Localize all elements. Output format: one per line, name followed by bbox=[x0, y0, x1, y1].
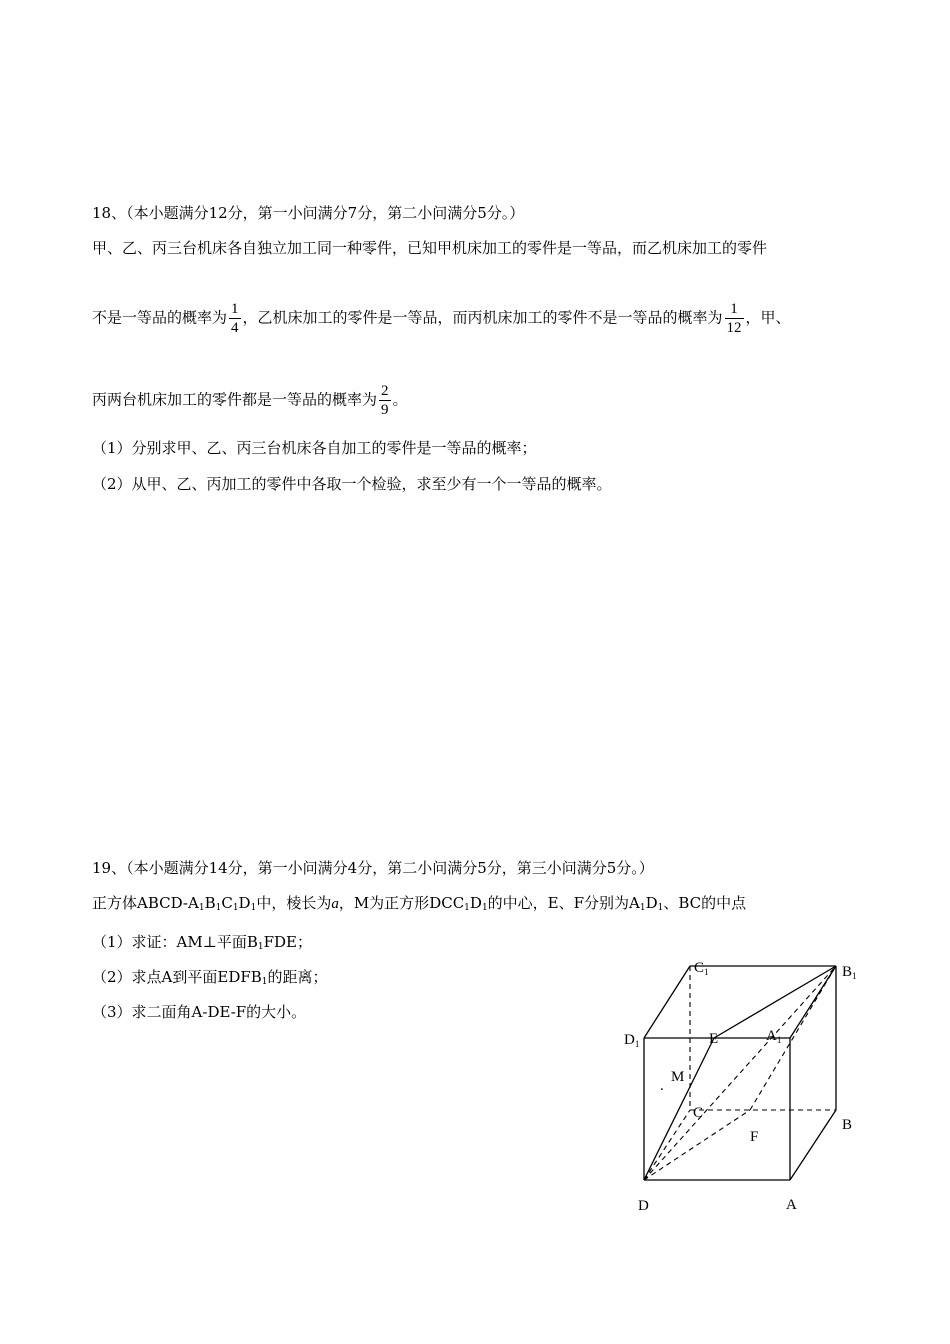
q18-line3-a: 丙两台机床加工的零件都是一等品的概率为 bbox=[92, 390, 378, 409]
q18-header: 18、（本小题满分12分，第一小问满分7分，第二小问满分5分。） bbox=[92, 204, 525, 222]
cube-figure bbox=[610, 950, 870, 1230]
edge-d1-c1 bbox=[644, 966, 690, 1038]
label-c: C bbox=[693, 1105, 704, 1121]
q19-stmt-sub: 1 bbox=[657, 903, 664, 913]
q19-stmt-h: 的中心，E、F分别为A bbox=[487, 894, 640, 912]
q19-stmt-c: C bbox=[221, 894, 233, 912]
label-c1: $C_1$ bbox=[694, 960, 709, 977]
q18-line2-b: ，乙机床加工的零件是一等品，而丙机床加工的零件不是一等品的概率为 bbox=[242, 308, 723, 327]
q19-stmt-f: ，M为正方形DCC bbox=[338, 894, 465, 912]
q19-part2-sub: 1 bbox=[261, 977, 268, 987]
label-d1: $D_1$ bbox=[624, 1032, 640, 1049]
q19-part2-a: （2）求点A到平面EDFB bbox=[92, 968, 262, 986]
q19-part2-b: 的距离； bbox=[267, 968, 328, 986]
q19-stmt-b: B bbox=[204, 894, 216, 912]
q19-part1-b: FDE； bbox=[263, 933, 312, 951]
q18-part2: （2）从甲、乙、丙加工的零件中各取一个检验，求至少有一个一等品的概率。 bbox=[92, 475, 612, 493]
q18-line3-b: 。 bbox=[392, 390, 408, 409]
label-d: D bbox=[638, 1198, 649, 1214]
q19-header: 19、（本小题满分14分，第一小问满分4分，第二小问满分5分，第三小问满分5分。） bbox=[92, 859, 654, 877]
label-b1: $B_1$ bbox=[842, 964, 857, 981]
q19-part2 bbox=[92, 967, 328, 992]
label-e: E bbox=[709, 1031, 719, 1047]
q19-stmt-d: D bbox=[238, 894, 251, 912]
q18-line2-a: 不是一等品的概率为 bbox=[92, 308, 228, 327]
q19-stmt-i: D bbox=[645, 894, 658, 912]
label-m: M bbox=[671, 1069, 685, 1085]
q19-stmt-sub: 1 bbox=[639, 903, 646, 913]
q19-statement bbox=[92, 893, 746, 918]
q19-stmt-a: 正方体ABCD-A bbox=[92, 894, 199, 912]
label-b: B bbox=[842, 1117, 853, 1133]
label-a: A bbox=[786, 1197, 797, 1213]
q19-stmt-sub: 1 bbox=[481, 903, 488, 913]
segment-d-e bbox=[644, 1038, 714, 1180]
edge-a-b bbox=[790, 1110, 836, 1180]
q19-stmt-sub: 1 bbox=[232, 903, 239, 913]
q18-line2-c: ，甲、 bbox=[745, 308, 791, 327]
q19-stmt-g: D bbox=[469, 894, 482, 912]
q19-stmt-sub: 1 bbox=[215, 903, 222, 913]
q19-part3: （3）求二面角A-DE-F的大小。 bbox=[92, 1003, 307, 1021]
q19-stmt-var: a bbox=[331, 896, 339, 912]
label-m-dot: . bbox=[660, 1078, 664, 1094]
q19-stmt-sub: 1 bbox=[464, 903, 470, 913]
q19-stmt-e: 中，棱长为 bbox=[256, 894, 332, 912]
q19-stmt-sub: 1 bbox=[198, 903, 205, 913]
q18-line2 bbox=[92, 300, 791, 337]
q18-part1: （1）分别求甲、乙、丙三台机床各自加工的零件是一等品的概率； bbox=[92, 439, 537, 457]
fraction-two-ninths: $\frac{2}{9}$ bbox=[381, 383, 389, 418]
q19-part1 bbox=[92, 932, 312, 957]
q18-line3 bbox=[92, 382, 408, 419]
label-a1: $A_1$ bbox=[766, 1028, 782, 1045]
q19-part1-a: （1）求证：AM⊥平面B bbox=[92, 933, 258, 951]
label-f: F bbox=[750, 1129, 759, 1145]
fraction-one-quarter: $\frac{1}{4}$ bbox=[231, 301, 239, 336]
q19-part1-sub: 1 bbox=[257, 942, 264, 952]
fraction-one-twelfth: $\frac{1}{12}$ bbox=[726, 301, 742, 336]
q18-line1: 甲、乙、丙三台机床各自独立加工同一种零件，已知甲机床加工的零件是一等品，而乙机床加工的零件 bbox=[92, 239, 768, 257]
hidden-edge-d-c bbox=[644, 1110, 690, 1180]
q19-stmt-j: 、BC的中点 bbox=[663, 894, 747, 912]
q19-stmt-sub: 1 bbox=[250, 903, 257, 913]
